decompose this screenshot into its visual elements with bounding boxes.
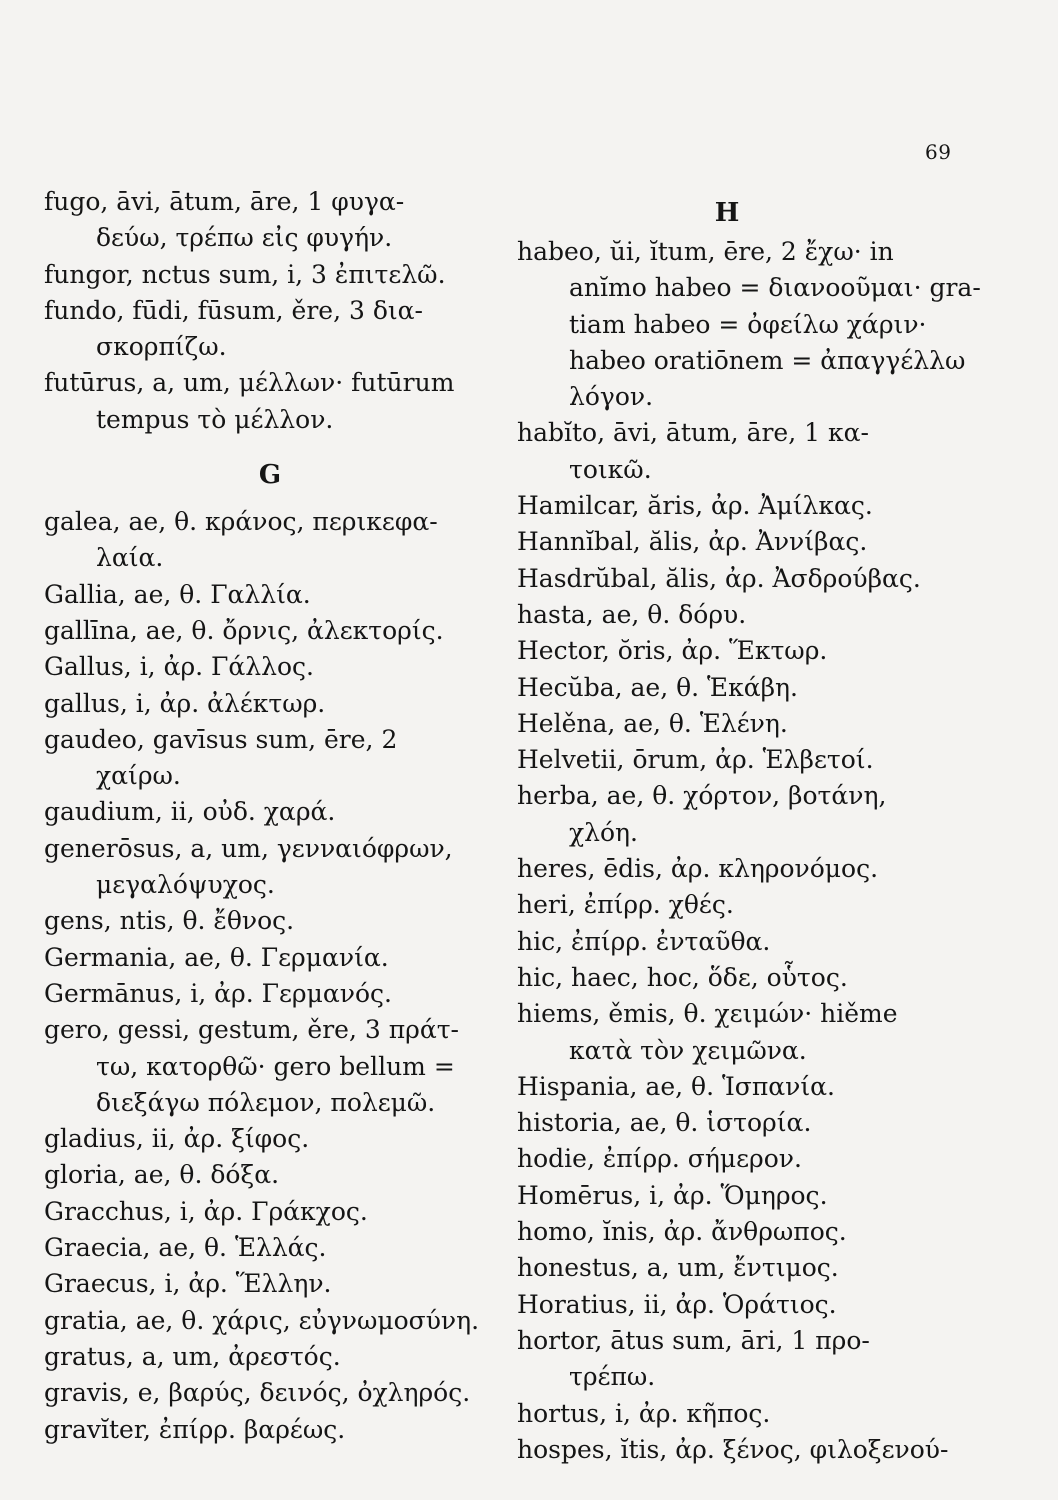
dictionary-entry: fugo, āvi, ātum, āre, 1 φυγα- [44,187,405,216]
dictionary-entry: Homērus, i, ἀρ. Ὅμηρος. [517,1180,828,1210]
entry-continuation: τρέπω. [569,1362,656,1392]
dictionary-entry: hortor, ātus sum, āri, 1 προ- [517,1325,870,1355]
dictionary-entry: Helvetii, ōrum, ἀρ. Ἑλβετοί. [517,745,874,775]
dictionary-entry: Gracchus, i, ἀρ. Γράκχος. [44,1196,368,1226]
dictionary-entry: Helěna, ae, θ. Ἑλένη. [517,708,788,738]
dictionary-entry: hiems, ěmis, θ. χειμών· hiěme [517,999,898,1029]
dictionary-entry: Hispania, ae, θ. Ἱσπανία. [517,1071,835,1101]
dictionary-entry: fundo, fūdi, fūsum, ěre, 3 δια- [44,295,424,325]
entry-continuation: χαίρω. [96,761,181,791]
entry-continuation: χλόη. [569,817,638,847]
dictionary-entry: Germania, ae, θ. Γερμανία. [44,942,389,972]
dictionary-entry: hic, haec, hoc, ὅδε, οὗτος. [517,962,848,992]
dictionary-entry: gaudeo, gavīsus sum, ēre, 2 [44,724,398,754]
entry-continuation: κατὰ τὸν χειμῶνα. [569,1035,807,1065]
dictionary-entry: generōsus, a, um, γενναιόφρων, [44,833,453,863]
entry-continuation: tiam habeo = ὀφείλω χάριν· [569,309,927,339]
entry-continuation: σκορπίζω. [96,332,227,362]
dictionary-entry: Hecŭba, ae, θ. Ἑκάβη. [517,672,798,702]
dictionary-entry: Gallus, i, ἀρ. Γάλλος. [44,652,314,682]
dictionary-entry: honestus, a, um, ἔντιμος. [517,1253,839,1283]
dictionary-entry: gallīna, ae, θ. ὄρνις, ἀλεκτορίς. [44,615,444,645]
dictionary-entry: homo, ĭnis, ἀρ. ἄνθρωπος. [517,1217,847,1247]
dictionary-entry: hortus, i, ἀρ. κῆπος. [517,1398,771,1428]
right-column [517,184,981,1468]
dictionary-entry: heres, ēdis, ἀρ. κληρονόμος. [517,854,879,884]
dictionary-entry: gero, gessi, gestum, ěre, 3 πράτ- [44,1015,459,1045]
dictionary-entry: gravĭter, ἐπίρρ. βαρέως. [44,1414,346,1444]
entry-continuation: τω, κατορθῶ· gero bellum = [96,1051,455,1081]
dictionary-entry: Graecia, ae, θ. Ἑλλάς. [44,1233,327,1263]
entry-continuation: anĭmo habeo = διανοοῦμαι· gra- [569,273,981,303]
dictionary-entry: gravis, e, βαρύς, δεινός, ὀχληρός. [44,1378,471,1408]
dictionary-entry: habeo, ŭi, ĭtum, ēre, 2 ἔχω· in [517,237,894,266]
dictionary-entry: historia, ae, θ. ἱστορία. [517,1108,812,1138]
dictionary-entry: Gallia, ae, θ. Γαλλία. [44,579,311,609]
dictionary-entry: habĭto, āvi, ātum, āre, 1 κα- [517,418,869,448]
section-heading: H [714,198,740,228]
dictionary-entry: gens, ntis, θ. ἔθνος. [44,906,295,936]
left-column [44,184,496,1448]
dictionary-entry: gloria, ae, θ. δόξα. [44,1160,280,1190]
dictionary-entry: hic, ἐπίρρ. ἐνταῦθα. [517,926,771,956]
dictionary-entry: futūrus, a, um, μέλλων· futūrum [44,368,455,398]
entry-continuation: λόγον. [569,382,654,412]
dictionary-entry: Horatius, ii, ἀρ. Ὁράτιος. [517,1289,837,1319]
dictionary-entry: gaudium, ii, οὐδ. χαρά. [44,797,336,827]
entry-continuation: τοικῶ. [569,454,652,484]
entry-continuation: habeo oratiōnem = ἀπαγγέλλω [569,345,966,375]
dictionary-entry: Hector, ŏris, ἀρ. Ἕκτωρ. [517,636,828,666]
dictionary-entry: gladius, ii, ἀρ. ξίφος. [44,1124,310,1154]
dictionary-entry: Hamilcar, ăris, ἀρ. Ἀμίλκας. [517,491,873,521]
dictionary-entry: heri, ἐπίρρ. χθές. [517,890,734,920]
dictionary-entry: Germānus, i, ἀρ. Γερμανός. [44,978,392,1008]
entry-continuation: λαία. [96,543,164,573]
dictionary-entry: gallus, i, ἀρ. ἀλέκτωρ. [44,688,326,718]
dictionary-entry: gratus, a, um, ἀρεστός. [44,1341,341,1371]
dictionary-entry: Graecus, i, ἀρ. Ἕλλην. [44,1269,332,1299]
dictionary-entry: hasta, ae, θ. δόρυ. [517,599,747,629]
page-number: 69 [925,140,952,164]
dictionary-entry: Hasdrŭbal, ălis, ἀρ. Ἀσδρούβας. [517,563,921,593]
section-heading: G [258,460,282,491]
dictionary-entry: herba, ae, θ. χόρτον, βοτάνη, [517,781,887,811]
dictionary-entry: hodie, ἐπίρρ. σήμερον. [517,1144,802,1174]
entry-continuation: tempus τὸ μέλλον. [96,404,334,434]
dictionary-entry: gratia, ae, θ. χάρις, εὐγνωμοσύνη. [44,1305,480,1335]
entry-continuation: δεύω, τρέπω εἰς φυγήν. [96,223,393,253]
dictionary-entry: galea, ae, θ. κράνος, περικεφα- [44,507,438,537]
entry-continuation: μεγαλόψυχος. [96,870,275,900]
dictionary-entry: Hannĭbal, ălis, ἀρ. Ἀννίβας. [517,527,868,557]
dictionary-entry: hospes, ĭtis, ἀρ. ξένος, φιλοξενού- [517,1434,949,1464]
entry-continuation: διεξάγω πόλεμον, πολεμῶ. [96,1087,436,1117]
dictionary-entry: fungor, nctus sum, i, 3 ἐπιτελῶ. [44,259,446,289]
